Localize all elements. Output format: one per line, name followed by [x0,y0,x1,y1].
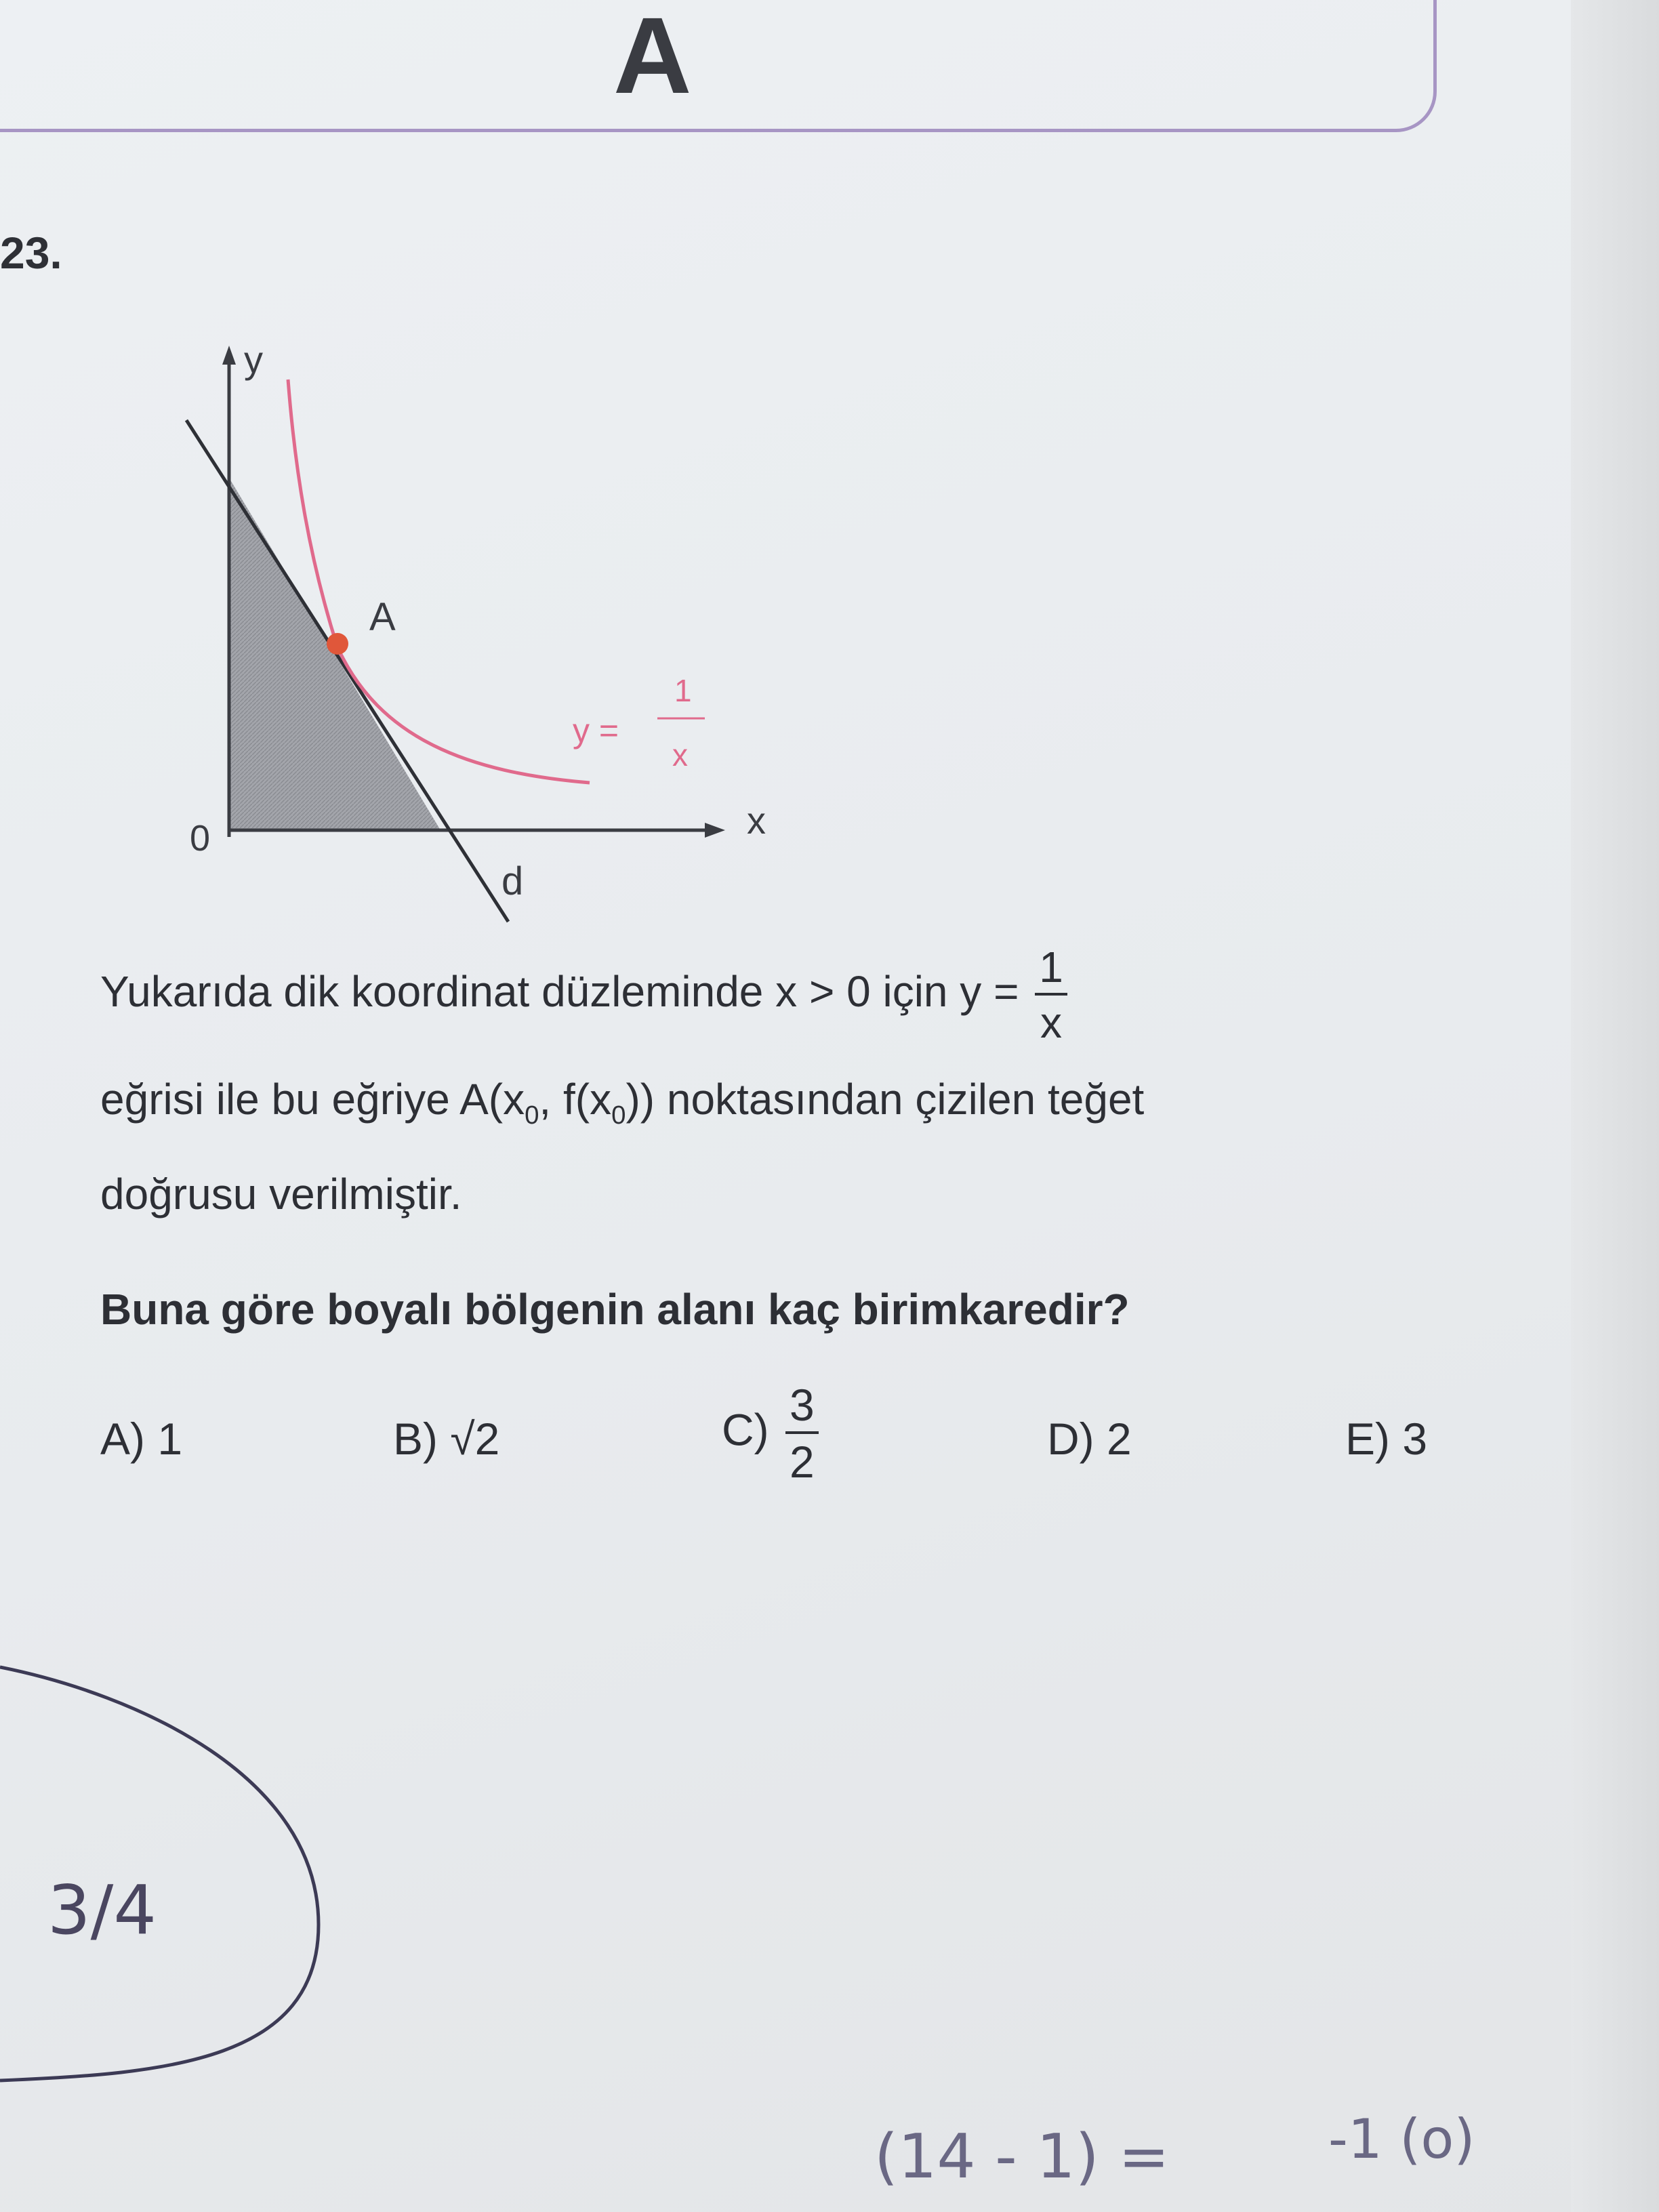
question-line-1 [100,943,1071,1047]
question-line-2 [100,1074,1144,1130]
option-b-value: √2 [450,1414,500,1464]
point-a [327,633,348,655]
curve-label-den: x [672,737,688,773]
option-d-letter: D) [1047,1414,1094,1464]
handwritten-bottom-right: -1 (o) [1328,2108,1475,2171]
question-line-2-a: eğrisi ile bu eğriye A(x [100,1075,525,1124]
option-c-letter: C) [722,1404,769,1455]
option-e[interactable] [1345,1413,1427,1465]
option-c-fraction [785,1380,819,1487]
question-line-2-c: )) noktasından çizilen teğet [626,1075,1145,1124]
booklet-letter: A [613,0,692,116]
origin-label: 0 [190,818,211,859]
option-c-den: 2 [790,1437,815,1487]
option-e-letter: E) [1345,1414,1390,1464]
subscript-1: 0 [525,1100,539,1130]
y-axis-label: y [244,338,263,381]
header-box [0,0,1437,132]
coordinate-graph [163,332,773,942]
x-axis-label: x [747,799,766,842]
option-b-letter: B) [393,1414,438,1464]
option-a-value: 1 [157,1414,183,1464]
option-a[interactable] [100,1413,182,1465]
point-a-label: A [369,595,396,639]
option-d[interactable] [1047,1413,1132,1465]
question-prompt: Buna göre boyalı bölgenin alanı kaç birimkaredir? [100,1285,1130,1334]
curve-label-prefix: y = [573,712,619,750]
line-d-label: d [501,859,524,903]
option-b[interactable] [393,1413,499,1465]
option-c[interactable] [722,1380,823,1487]
option-d-value: 2 [1107,1414,1132,1464]
x-axis-arrow [705,823,725,838]
option-c-num: 3 [785,1382,819,1434]
handwritten-answer: 3/4 [47,1870,157,1950]
y-axis-arrow [222,346,236,365]
fraction-denominator: x [1040,998,1063,1047]
option-a-letter: A) [100,1414,145,1464]
handwritten-bottom-note: (14 - 1) = [874,2121,1170,2192]
option-e-value: 3 [1402,1414,1428,1464]
question-number: 23. [0,228,62,278]
question-line-3: doğrusu verilmiştir. [100,1170,462,1218]
curve-label-num: 1 [674,673,692,708]
fraction-numerator: 1 [1035,945,1067,996]
question-line-2-b: , f(x [539,1075,612,1124]
page-edge-shadow [1571,0,1659,2212]
question-line-1-text: Yukarıda dik koordinat düzleminde x > 0 için y = [100,966,1019,1016]
subscript-2: 0 [611,1100,626,1130]
question-fraction [1035,943,1067,1047]
